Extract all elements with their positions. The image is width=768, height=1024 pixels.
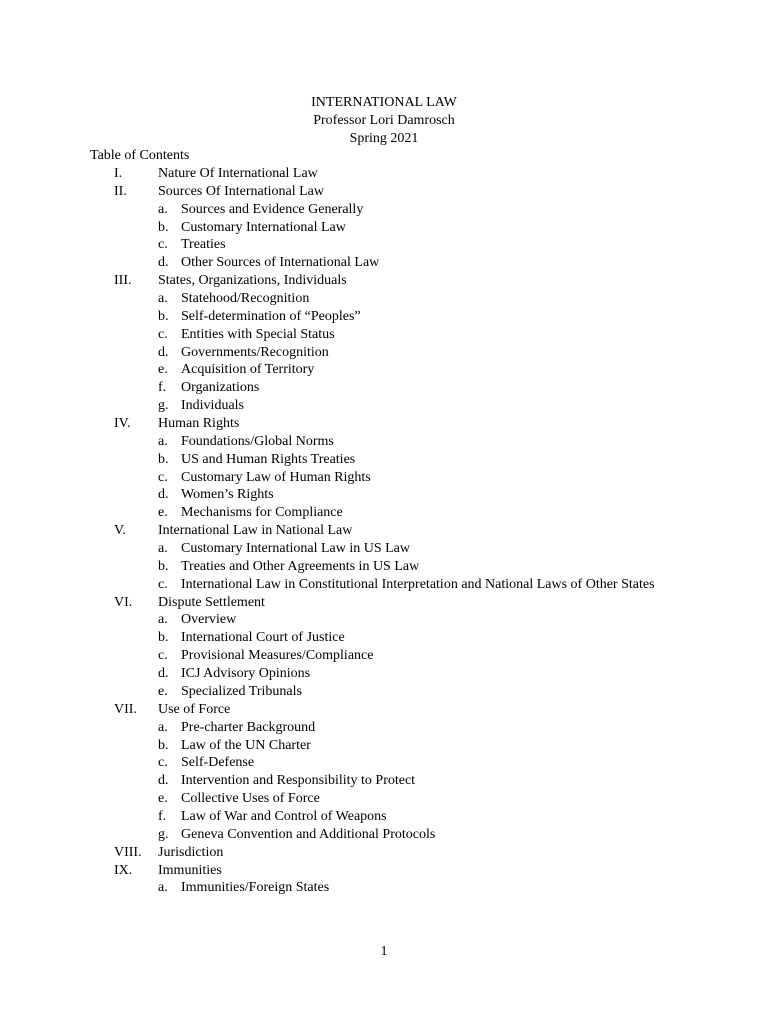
subsection-letter: d. <box>158 487 169 503</box>
subsection-letter: c. <box>158 648 168 664</box>
toc-subsection <box>0 201 768 219</box>
subsection-list <box>0 433 768 522</box>
subsection-title: Intervention and Responsibility to Protect <box>181 773 416 789</box>
subsection-title: Governments/Recognition <box>181 344 329 360</box>
section-number: IV. <box>114 416 131 432</box>
section-number: VI. <box>114 594 133 610</box>
section-title: Sources Of International Law <box>158 183 324 199</box>
toc-subsection <box>0 219 768 237</box>
subsection-letter: d. <box>158 344 169 360</box>
subsection-letter: c. <box>158 469 168 485</box>
section-title: Nature Of International Law <box>158 166 318 181</box>
toc-subsection <box>0 236 768 254</box>
toc-subsection <box>0 433 768 451</box>
subsection-title: Women’s Rights <box>181 487 274 503</box>
toc-heading: Table of Contents <box>90 148 190 163</box>
section-title: Dispute Settlement <box>158 594 265 610</box>
subsection-title: Specialized Tribunals <box>181 683 302 699</box>
toc-subsection <box>0 772 768 790</box>
section-number: V. <box>114 523 126 539</box>
toc-subsection <box>0 290 768 308</box>
toc-section-row <box>0 844 768 862</box>
toc-subsection <box>0 308 768 326</box>
subsection-title: Customary International Law in US Law <box>181 541 411 557</box>
subsection-title: International Court of Justice <box>181 630 345 646</box>
subsection-letter: a. <box>158 201 168 217</box>
toc-section-row <box>0 701 768 719</box>
subsection-letter: g. <box>158 398 169 414</box>
toc-subsection <box>0 611 768 629</box>
toc-section <box>0 844 768 862</box>
section-title: Jurisdiction <box>158 844 224 860</box>
table-of-contents <box>0 165 768 897</box>
toc-subsection <box>0 576 768 594</box>
subsection-letter: c. <box>158 755 168 771</box>
course-title: INTERNATIONAL LAW <box>311 95 457 110</box>
professor-name: Professor Lori Damrosch <box>313 113 455 128</box>
subsection-title: Sources and Evidence Generally <box>181 201 364 217</box>
subsection-letter: b. <box>158 558 169 574</box>
subsection-letter: a. <box>158 541 168 557</box>
subsection-title: Overview <box>181 612 237 628</box>
toc-subsection <box>0 326 768 344</box>
subsection-title: Geneva Convention and Additional Protocols <box>181 826 436 842</box>
section-number: II. <box>114 183 127 199</box>
subsection-title: Other Sources of International Law <box>181 255 380 271</box>
toc-subsection <box>0 486 768 504</box>
subsection-title: Customary International Law <box>181 219 346 235</box>
subsection-letter: a. <box>158 291 168 307</box>
toc-section-row <box>0 594 768 612</box>
subsection-title: Acquisition of Territory <box>181 362 315 378</box>
toc-subsection <box>0 397 768 415</box>
subsection-letter: g. <box>158 826 169 842</box>
subsection-letter: c. <box>158 237 168 253</box>
subsection-title: Self-Defense <box>181 755 255 771</box>
subsection-list <box>0 201 768 272</box>
page-number: 1 <box>380 944 388 959</box>
section-title: Immunities <box>158 862 222 878</box>
toc-subsection <box>0 737 768 755</box>
subsection-letter: b. <box>158 219 169 235</box>
subsection-letter: a. <box>158 433 168 449</box>
toc-subsection <box>0 254 768 272</box>
toc-subsection <box>0 504 768 522</box>
subsection-title: US and Human Rights Treaties <box>181 451 356 467</box>
section-number: IX. <box>114 862 133 878</box>
toc-section <box>0 701 768 844</box>
toc-subsection <box>0 379 768 397</box>
subsection-letter: b. <box>158 737 169 753</box>
document-header <box>0 94 768 148</box>
toc-section-row <box>0 522 768 540</box>
toc-section <box>0 272 768 415</box>
toc-subsection <box>0 344 768 362</box>
section-title: International Law in National Law <box>158 523 353 539</box>
subsection-list <box>0 879 768 897</box>
term: Spring 2021 <box>349 131 419 146</box>
subsection-title: Organizations <box>181 380 260 396</box>
subsection-letter: c. <box>158 576 168 592</box>
toc-subsection <box>0 361 768 379</box>
subsection-title: Collective Uses of Force <box>181 791 320 807</box>
section-title: Use of Force <box>158 701 231 717</box>
subsection-title: Provisional Measures/Compliance <box>181 648 374 664</box>
toc-subsection <box>0 826 768 844</box>
toc-section <box>0 415 768 522</box>
subsection-letter: a. <box>158 880 168 896</box>
subsection-title: Treaties <box>181 237 226 253</box>
section-title: Human Rights <box>158 416 240 432</box>
subsection-title: Immunities/Foreign States <box>181 880 330 896</box>
toc-subsection <box>0 683 768 701</box>
subsection-title: Law of the UN Charter <box>181 737 311 753</box>
toc-section-row <box>0 165 768 183</box>
subsection-letter: e. <box>158 683 168 699</box>
section-number: VIII. <box>114 844 142 860</box>
subsection-title: Statehood/Recognition <box>181 291 310 307</box>
toc-section <box>0 183 768 272</box>
toc-subsection <box>0 647 768 665</box>
section-title: States, Organizations, Individuals <box>158 273 347 289</box>
subsection-title: Pre-charter Background <box>181 719 316 735</box>
subsection-letter: b. <box>158 308 169 324</box>
subsection-letter: e. <box>158 362 168 378</box>
subsection-title: Law of War and Control of Weapons <box>181 808 387 824</box>
toc-section <box>0 165 768 183</box>
subsection-letter: e. <box>158 505 168 521</box>
toc-section-row <box>0 183 768 201</box>
subsection-letter: a. <box>158 719 168 735</box>
subsection-letter: d. <box>158 666 169 682</box>
subsection-title: Entities with Special Status <box>181 326 335 342</box>
subsection-title: International Law in Constitutional Interpretation and National Laws of Other States <box>181 576 655 592</box>
toc-section <box>0 862 768 898</box>
toc-subsection <box>0 451 768 469</box>
section-number: VII. <box>114 701 137 717</box>
toc-subsection <box>0 665 768 683</box>
subsection-title: Mechanisms for Compliance <box>181 505 343 521</box>
subsection-list <box>0 290 768 415</box>
subsection-letter: e. <box>158 791 168 807</box>
subsection-list <box>0 611 768 700</box>
subsection-list <box>0 719 768 844</box>
toc-section-row <box>0 272 768 290</box>
subsection-letter: b. <box>158 630 169 646</box>
toc-subsection <box>0 629 768 647</box>
toc-subsection <box>0 879 768 897</box>
subsection-letter: f. <box>158 808 167 824</box>
subsection-letter: d. <box>158 255 169 271</box>
toc-subsection <box>0 754 768 772</box>
subsection-title: Treaties and Other Agreements in US Law <box>181 558 420 574</box>
subsection-list <box>0 540 768 594</box>
section-number: I. <box>114 166 123 181</box>
toc-subsection <box>0 540 768 558</box>
toc-section <box>0 522 768 593</box>
toc-subsection <box>0 469 768 487</box>
toc-subsection <box>0 719 768 737</box>
subsection-letter: c. <box>158 326 168 342</box>
toc-section <box>0 594 768 701</box>
toc-subsection <box>0 558 768 576</box>
subsection-title: Customary Law of Human Rights <box>181 469 371 485</box>
toc-subsection <box>0 790 768 808</box>
subsection-title: Individuals <box>181 398 244 414</box>
subsection-letter: f. <box>158 380 167 396</box>
subsection-letter: d. <box>158 773 169 789</box>
subsection-title: ICJ Advisory Opinions <box>181 666 311 682</box>
toc-subsection <box>0 808 768 826</box>
subsection-title: Foundations/Global Norms <box>181 433 334 449</box>
toc-section-row <box>0 415 768 433</box>
section-number: III. <box>114 273 132 289</box>
subsection-letter: a. <box>158 612 168 628</box>
subsection-title: Self-determination of “Peoples” <box>181 308 361 324</box>
subsection-letter: b. <box>158 451 169 467</box>
toc-section-row <box>0 862 768 880</box>
